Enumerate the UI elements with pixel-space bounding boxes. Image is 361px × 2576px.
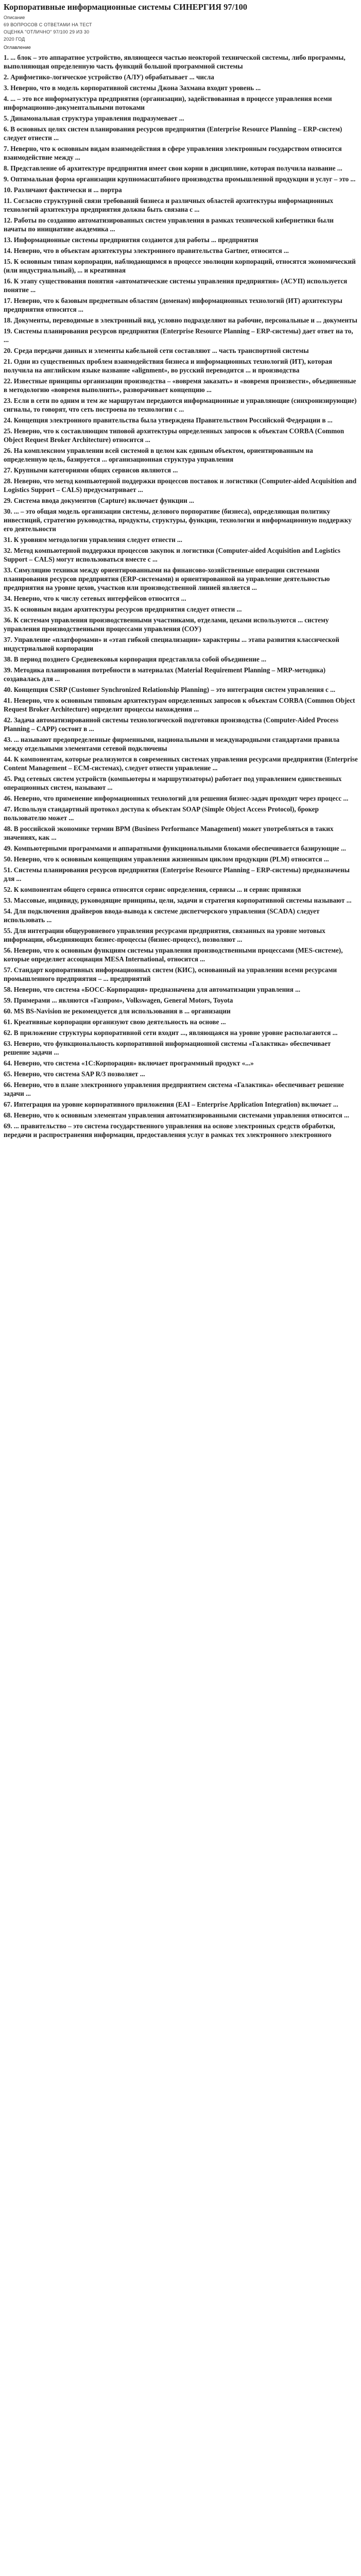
question-item [4,114,358,123]
question-text: 21. Одни из существенных проблем взаимодействия бизнеса и информационных технологий (ИТ), которая получила на английском языке название «alignment», во русский переводится ... и производства [4,358,332,374]
question-item [4,996,358,1005]
question-text: 8. Представление об архитектуре предприятия имеет свои корни в дисциплине, которая получила название ... [4,164,342,172]
question-item [4,416,358,425]
question-text: 37. Управление «платформами» и «этап гибкой специализации» характерны ... этапа развития классической индустриальной корпорации [4,636,339,652]
question-text: 66. Неверно, что в плане электронного управления предприятием система «Галактика» обеспечивает решение задачи ... [4,1081,344,1097]
question-text: 10. Различают фактически и ... портра [4,186,122,194]
question-item [4,866,358,883]
question-text: 68. Неверно, что к основным элементам управления автоматизированными системами управления относится ... [4,1111,349,1119]
question-text: 16. К этапу существования понятия «автоматические системы управления предприятия» (АСУП) используется понятие ... [4,277,348,294]
question-text: 42. Задача автоматизированной системы технологической подготовки производства (Computer-Aided Process Planning – CAPP) состоит в ... [4,716,339,733]
question-text: 43. ... называют предопределенные фирменными, национальными и международными стандартами правила между отдельными элементами сетевой подключены [4,736,340,752]
question-text: 64. Неверно, что система «1С:Корпорация» включает программный продукт «...» [4,1059,254,1067]
question-item [4,926,358,944]
question-item [4,896,358,905]
question-item [4,83,358,92]
question-text: 15. К основным типам корпорации, наблюдающимся в процессе эволюции корпораций, относятся экономический (или индустриальный), ... и креативная [4,258,356,274]
question-text: 22. Известные принципы организации производства – «вовремя заказать» и «вовремя произвести», объединенные в методологию «вовремя выполнить», разворачивает концепцию ... [4,377,356,394]
question-item [4,1028,358,1037]
question-item [4,546,358,564]
question-text: 27. Крупными категориями общих сервисов являются ... [4,466,178,474]
question-text: 33. Симуляцию техники между ориентированными на финансово-хозяйственные операции системами планирования ресурсов предприятия (ERP-системами) и ориентированной на управление деятельностью предприятия на уровне цехов, участков или производственной линией является ... [4,566,330,591]
question-item [4,175,358,183]
question-item [4,855,358,863]
question-text: 49. Компьютерными программами и аппаратными функциональными блоками обеспечивается базирующие ... [4,844,346,852]
question-item [4,73,358,81]
question-text: 54. Для подключения драйверов ввода-вывода к системе диспетчерского управления (SCADA) следует использовать ... [4,907,320,924]
question-item [4,316,358,325]
question-text: 1. ... блок – это аппаратное устройство, являющееся частью неокторой технической системы, либо программы, выполняющая определенную часть функций большой программной системы [4,54,346,70]
document-title: Корпоративные информационные системы СИНЕРГИЯ 97/100 [4,2,247,12]
question-text: 3. Неверно, что в модель корпоративной системы Джона Захмана входит уровень ... [4,84,261,92]
question-item [4,196,358,214]
question-item [4,427,358,444]
question-text: 20. Среда передачи данных и элементы кабельной сети составляют ... часть транспортной системы [4,347,309,354]
question-item [4,1007,358,1015]
question-text: 4. ... – это все информатуктура предприятия (организации), задействованная в процессе управления всеми информационно-документальными потоками [4,95,332,111]
question-text: 24. Концепция электронного правительства была утверждена Правительством Российской Федерации в ... [4,416,333,424]
year-line: 2020 ГОД [4,37,25,42]
question-item [4,125,358,142]
question-item [4,477,358,494]
question-item [4,144,358,162]
question-item [4,616,358,633]
question-item [4,735,358,753]
question-item [4,535,358,544]
question-item [4,53,358,71]
question-item [4,605,358,614]
question-text: 31. К уровням методологии управления следует отнести ... [4,536,182,544]
question-item [4,235,358,244]
question-item [4,346,358,355]
question-text: 53. Массовые, индивиду, руководящие принципы, цели, задачи и стратегия корпоративной системы называют ... [4,896,352,904]
question-item [4,296,358,314]
question-item [4,1018,358,1026]
question-text: 28. Неверно, что метод компьютерной поддержки процессов поставок и логистики (Computer-aided Acquisition and Logistics Support – CALS) предусматривает ... [4,477,357,494]
question-text: 65. Неверно, что система SAP R/3 позволяет ... [4,1070,145,1078]
question-text: 60. MS BS-Navision не рекомендуется для использования в ... организации [4,1007,231,1015]
question-text: 35. К основным видам архитектуры ресурсов предприятия следует отнести ... [4,605,242,613]
question-item [4,396,358,414]
question-text: 9. Оптимальная форма организации крупномасштабного производства промышленной продукции и услуг – это ... [4,175,356,183]
question-text: 34. Неверно, что к числу сетевых интерфейсов относится ... [4,595,186,602]
question-text: 29. Система ввода документов (Capture) включает функции ... [4,497,194,504]
category-label: Описание [4,15,25,20]
question-text: 41. Неверно, что к основным типовым архитектурам определенных запросов к объектам CORBA (Common Object Request Broker Architecture) определит процессы нахождения ... [4,697,355,713]
question-item [4,94,358,112]
question-text: 67. Интеграция на уровне корпоративного приложения (EAI – Enterprise Application Integration) включает ... [4,1100,338,1108]
question-text: 5. Динамональная структура управления подразумевает ... [4,114,184,122]
question-text: 36. К системам управления производственными участниками, отделами, цехами используются ... систему управления производственными процессами управления (СОУ) [4,616,329,633]
question-item [4,466,358,474]
question-text: 59. Примерами ... являются «Газпром», Volkswagen, General Motors, Toyota [4,996,233,1004]
question-text: 18. Документы, переводимые в электронный вид, условно подразделяют на рабочие, персональные и ... документы [4,316,357,324]
question-item [4,1080,358,1098]
question-text: 50. Неверно, что к основным концепциям управления жизненным циклом продукции (PLM) относится ... [4,855,329,863]
question-text: 6. В основных целях систем планирования ресурсов предприятия (Enterprise Resource Planning – ERP-систем) следует отнести ... [4,125,342,142]
question-item [4,985,358,994]
question-item [4,774,358,792]
question-item [4,246,358,255]
question-item [4,185,358,194]
question-item [4,357,358,375]
question-text: 14. Неверно, что в объектам архитектуры электронного правительства Gartner, относится ... [4,247,289,255]
question-text: 62. В приложение структуры корпоративной сети входит ..., являющаяся на уровне уровне располагаются ... [4,1029,338,1037]
question-item [4,277,358,294]
question-item [4,824,358,842]
question-item [4,965,358,983]
question-item [4,377,358,394]
question-text: 63. Неверно, что функциональность корпоративной информационной системы «Галактика» обеспечивает решение задачи ... [4,1040,331,1056]
question-item [4,327,358,344]
question-text: 39. Методика планирования потребности в материалах (Material Requirement Planning – MRP-методика) создавалась для ... [4,666,325,683]
question-item [4,805,358,822]
question-text: 23. Если в сети по одним и тем же маршрутам передаются информационные и управляющие (синхронизирующие) сигналы, то говорят, что сеть построена по технологии с ... [4,397,357,413]
question-text: 12. Работы по созданию автоматизированных систем управления в рамках технической кибернетики были начаты по инициативе академика ... [4,216,334,233]
question-text: 55. Для интеграции общеуровневого управления ресурсами предприятия, связанных на уровне мотовых информации, объединяющих бизнес-процессы (бизнес-процесс), позволяют ... [4,927,325,943]
question-text: 44. К компонентам, которые реализуются в современных системах управления ресурсами предприятия (Enterprise Content Management – ECM-системах), следует отнести управление ... [4,755,358,772]
question-item [4,696,358,714]
question-item [4,885,358,894]
question-text: 38. В период позднего Средневековья корпорация представляла собой объединение ... [4,655,266,663]
question-text: 56. Неверно, что к основным функциям системы управления производственными процессами (MES-системе), которые определяет ассоциация MESA International, относится ... [4,946,343,963]
question-item [4,655,358,664]
question-text: 7. Неверно, что к основным видам взаимодействия в сфере управления электронным государством относится взаимодействие между ... [4,145,342,161]
question-item [4,1070,358,1078]
question-item [4,1111,358,1120]
question-item [4,794,358,803]
question-text: 26. На комплексном управлении всей системой в целом как единым объектом, ориентированным на определенную цель, базируется ... организационная структура управления [4,447,313,463]
document-page [0,0,361,1139]
question-item [4,844,358,853]
question-item [4,716,358,733]
question-text: 61. Креативные корпорации организуют свою деятельность на основе ... [4,1018,226,1026]
question-item [4,164,358,173]
question-item [4,946,358,963]
question-item [4,1039,358,1057]
question-item [4,594,358,603]
question-text: 11. Согласно структурной связи требований бизнеса и различных областей архитектуры информационных технологий архитектура предприятия должна быть связана с ... [4,197,334,213]
grade-line: ОЦЕНКА "ОТЛИЧНО" 97/100 29 ИЗ 30 [4,29,90,35]
question-list [4,53,358,1139]
question-item [4,635,358,653]
question-text: 2. Арифметико-логическое устройство (АЛУ) обрабатывает ... числа [4,73,214,81]
question-text: 19. Системы планирования ресурсов предприятия (Enterprise Resource Planning – ERP-системы) дает ответ на то, ... [4,327,353,344]
question-text: 58. Неверно, что система «БОСС-Корпорация» предназначена для автоматизации управления ... [4,986,301,993]
question-text: 13. Информационные системы предприятия создаются для работы ... предприятия [4,236,259,244]
question-item [4,496,358,505]
question-text: 51. Системы планирования ресурсов предприятия (Enterprise Resource Planning – ERP-системы) предназначены для ... [4,866,350,883]
question-count: 69 ВОПРОСОВ С ОТВЕТАМИ НА ТЕСТ [4,22,92,27]
question-text: 47. Используя стандартный протокол доступа к объектам SOAP (Simple Object Access Protocol), брокер пользователю может ... [4,805,319,822]
question-item [4,566,358,592]
question-text: 40. Концепция CSRP (Customer Synchronized Relationship Planning) – это интеграция систем управления с ... [4,686,336,693]
question-item [4,685,358,694]
table-of-contents-heading: Оглавление [4,45,31,50]
question-item [4,1122,358,1139]
question-text: 25. Неверно, что к составляющим типовой архитектуры определенных запросов к объектам CORBA (Common Object Request Broker Architecture) относится ... [4,427,345,444]
question-text: 32. Метод компьютерной поддержки процессов закупок и логистики (Computer-aided Acquisition and Logistics Support – CALS) могут использоваться вместе с ... [4,547,340,563]
question-text: 69. ... правительство – это система государственного управления на основе электронных средств обработки, передачи и распространения информации, предоставления услуг в рамках тех электронного электронного [4,1122,335,1139]
question-item [4,755,358,772]
question-text: 57. Стандарт корпоративных информационных систем (КИС), основанный на управлении всеми ресурсами промышленного предприятия – ... предприятий [4,966,337,982]
question-text: 30. ... – это общая модель организации системы, делового порпоративе (бизнеса), определяющая политику инвестиций, стратегию руководства, продукты, структуры, функции, технологии и информационную поддержку его деятельности [4,507,352,533]
question-text: 45. Ряд сетевых систем устройств (компьютеры и маршрутизаторы) работает под управлением единственных операционных систем, называют ... [4,775,342,791]
document-meta [4,14,358,43]
question-text: 48. В российской экономике термин BPM (Business Performance Management) может употребляться в таких значениях, как ... [4,825,334,841]
question-item [4,666,358,683]
question-text: 52. К компонентам общего сервиса относятся сервис определения, сервисы ... и сервис привязки [4,886,301,893]
question-item [4,216,358,233]
question-text: 17. Неверно, что к базовым предметным областям (доменам) информационных технологий (ИТ) архитектуры предприятия относится ... [4,297,342,313]
question-item [4,907,358,924]
question-item [4,1059,358,1067]
question-item [4,446,358,464]
question-item [4,257,358,275]
question-text: 46. Неверно, что применение информационных технологий для решения бизнес-задач проходит через процесс ... [4,794,349,802]
question-item [4,507,358,533]
question-item [4,1100,358,1109]
